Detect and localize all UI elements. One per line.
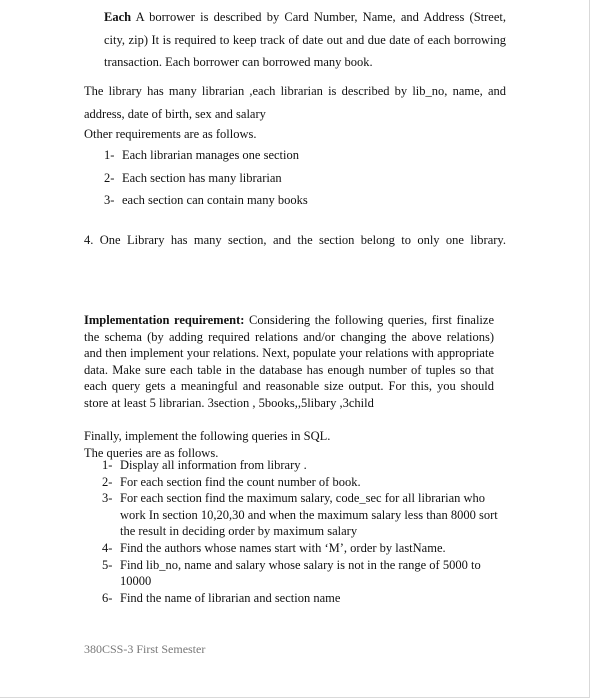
other-requirements-intro: Other requirements are as follows. <box>84 127 257 141</box>
implementation-label: Implementation requirement: <box>84 313 245 327</box>
requirement-item-3 <box>104 189 504 212</box>
page-footer: 380CSS-3 First Semester <box>84 642 206 656</box>
query-text: Display all information from library . <box>120 458 307 472</box>
query-item-6 <box>102 590 502 607</box>
query-number: 1- <box>102 458 113 472</box>
query-text: For each section find the maximum salary, code_sec for all librarian who work In section 10,20,30 and when the maximum salary less than 8000 sort the result in deciding order by maximum salary <box>120 491 498 539</box>
borrower-text: A borrower is described by Card Number, Name, and Address (Street, city, zip) It is required to keep track of date out and due date of each borrowing transaction. Each borrower can borrowed many book. <box>104 10 506 69</box>
query-item-3 <box>102 490 502 540</box>
queries-intro-line-1: Finally, implement the following queries in SQL. <box>84 429 331 443</box>
requirement-text: Each librarian manages one section <box>122 148 300 162</box>
query-text: Find lib_no, name and salary whose salary is not in the range of 5000 to 10000 <box>120 557 481 589</box>
query-text: For each section find the count number of book. <box>120 474 361 489</box>
requirement-item-1 <box>104 144 504 167</box>
implementation-text: Considering the following queries, first finalize the schema (by adding required relations and/or changing the above relations) and then implement your relations. Next, populate your relations with appropriate data. Make sure each table in the database has enough number of tuples so that each query gets a meaningful and reasonable size output. For this, you should store at least 5 librarian. 3section , 5books,,5libary ,3child <box>84 313 494 410</box>
requirement-item-2 <box>104 167 504 190</box>
query-item-2 <box>102 474 502 491</box>
query-number: 4- <box>102 540 113 555</box>
queries-intro-line-2: The queries are as follows. <box>84 445 219 460</box>
queries-list <box>102 457 502 606</box>
query-number: 6- <box>102 590 113 605</box>
query-text: Find the authors whose names start with ‘M’, order by lastName. <box>120 540 446 555</box>
library-statement: 4. One Library has many section, and the section belong to only one library. <box>84 233 506 247</box>
query-number: 2- <box>102 474 113 489</box>
borrower-paragraph <box>104 6 506 74</box>
query-item-1 <box>102 457 502 474</box>
requirement-number: 3- <box>104 193 115 207</box>
requirement-text: Each section has many librarian <box>122 170 282 185</box>
other-requirements-list <box>104 144 504 212</box>
borrower-bold-word: Each <box>104 10 132 24</box>
query-item-4 <box>102 540 502 557</box>
query-number: 5- <box>102 557 113 572</box>
requirement-number: 2- <box>104 170 115 185</box>
query-text: Find the name of librarian and section name <box>120 590 341 605</box>
librarian-paragraph: The library has many librarian ,each librarian is described by lib_no, name, and address, date of birth, sex and salary <box>84 84 506 121</box>
query-item-5 <box>102 557 502 590</box>
query-number: 3- <box>102 491 113 506</box>
requirement-number: 1- <box>104 148 115 162</box>
requirement-text: each section can contain many books <box>122 193 308 207</box>
implementation-paragraph <box>84 312 494 412</box>
